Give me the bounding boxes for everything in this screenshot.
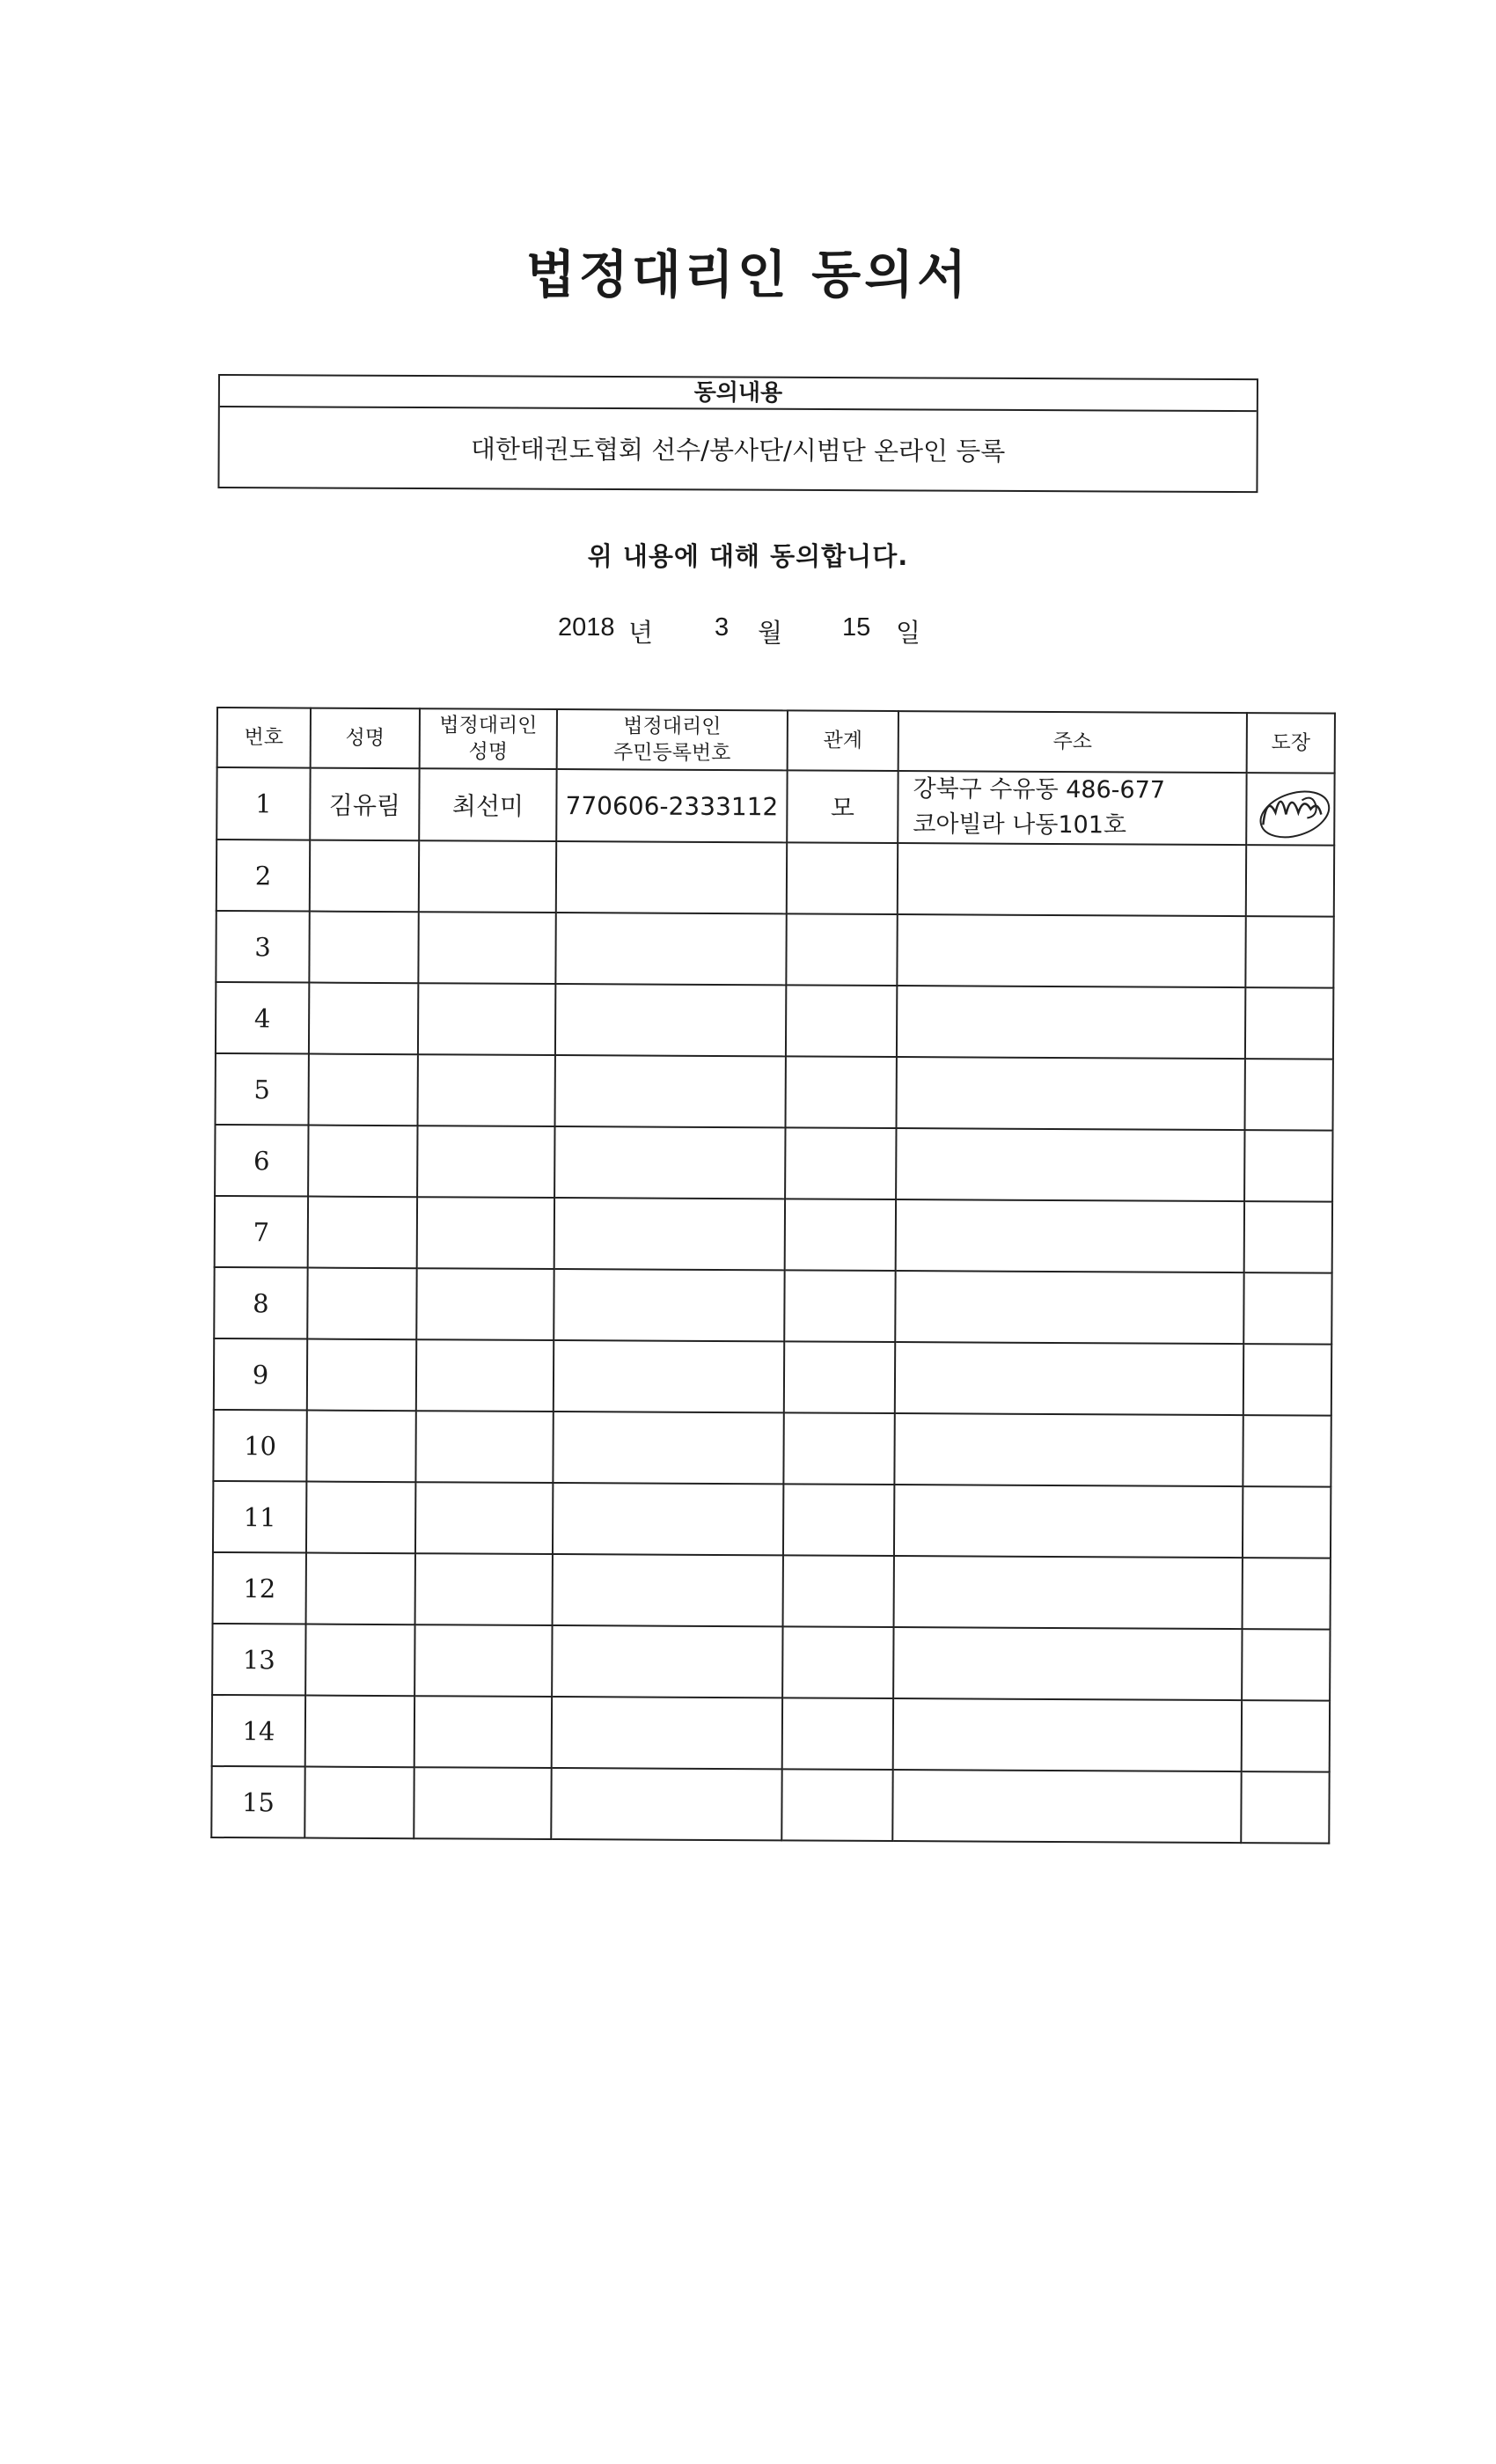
row-number: 5 — [216, 1053, 309, 1126]
consent-content-heading: 동의내용 — [220, 376, 1257, 412]
seal-cell — [1244, 1059, 1332, 1131]
guardian-name — [414, 1767, 551, 1839]
header-guardian-name — [420, 708, 557, 769]
guardian-name — [414, 1624, 552, 1697]
guardian-rrn — [556, 841, 787, 913]
row-number: 12 — [213, 1552, 306, 1624]
table-row — [216, 767, 1334, 846]
consent-date — [0, 613, 1496, 649]
guardian-rrn — [554, 1269, 784, 1341]
table-row — [212, 1695, 1330, 1772]
header-guardian-rrn-line2: 주민등록번호 — [613, 741, 731, 766]
address — [898, 771, 1246, 845]
table-row — [215, 1125, 1332, 1202]
guardian-name — [415, 1482, 553, 1554]
table-row — [213, 1552, 1331, 1630]
guardian-name — [415, 1553, 553, 1625]
row-number: 13 — [212, 1624, 305, 1696]
address — [895, 1271, 1243, 1344]
row-number: 8 — [214, 1267, 307, 1339]
guardian-rrn — [553, 1412, 783, 1484]
header-relation: 관계 — [788, 710, 898, 771]
guardian-name — [414, 1696, 552, 1768]
participant-name — [307, 1268, 416, 1340]
guardian-name — [416, 1268, 554, 1340]
participant-name — [304, 1767, 414, 1839]
guardian-rrn — [551, 1768, 781, 1840]
guardian-rrn — [555, 1055, 786, 1127]
date-year-unit: 년 — [628, 620, 654, 648]
address — [896, 1199, 1244, 1272]
participant-name — [305, 1696, 414, 1768]
row-number: 4 — [216, 982, 309, 1054]
guardian-name — [418, 1054, 555, 1126]
address — [894, 1556, 1243, 1629]
header-guardian-rrn-line1: 법정대리인 — [623, 715, 722, 739]
row-number: 3 — [216, 911, 309, 983]
address — [898, 843, 1246, 916]
date-day-unit: 일 — [896, 620, 921, 648]
participant-name — [309, 1054, 418, 1126]
address — [897, 1057, 1245, 1130]
seal-cell — [1246, 773, 1334, 846]
guardian-consent-table — [210, 707, 1336, 1844]
table-row — [213, 1481, 1331, 1558]
table-row — [216, 982, 1333, 1060]
relation — [783, 1484, 894, 1556]
row-number: 6 — [215, 1125, 308, 1197]
address — [895, 1342, 1243, 1415]
relation: 모 — [787, 770, 898, 843]
seal-cell — [1242, 1629, 1330, 1701]
guardian-rrn — [554, 1340, 784, 1412]
relation — [782, 1698, 893, 1770]
consent-content-body: 대한태권도협회 선수/봉사단/시범단 온라인 등록 — [470, 434, 1006, 466]
guardian-rrn: 770606-2333112 — [556, 769, 787, 842]
row-number: 2 — [216, 840, 310, 912]
table-row — [216, 840, 1334, 917]
relation — [785, 1127, 896, 1199]
consent-content-box — [217, 374, 1258, 493]
relation — [784, 1270, 895, 1342]
guardian-rrn — [555, 913, 786, 985]
seal-cell — [1245, 987, 1333, 1060]
address — [892, 1770, 1241, 1843]
guardian-rrn — [553, 1554, 783, 1626]
header-guardian-rrn — [557, 709, 788, 770]
relation — [783, 1412, 894, 1485]
row-number: 15 — [211, 1766, 304, 1838]
participant-name — [309, 912, 418, 984]
seal-cell — [1242, 1700, 1330, 1772]
table-row — [215, 1196, 1332, 1273]
participant-name — [306, 1482, 415, 1554]
row-number: 11 — [213, 1481, 306, 1553]
row-number: 10 — [213, 1410, 306, 1482]
participant-name — [306, 1411, 415, 1483]
address — [894, 1413, 1243, 1486]
participant-name: 김유림 — [310, 768, 419, 841]
header-name: 성명 — [311, 708, 420, 769]
table-row — [213, 1410, 1331, 1487]
relation — [785, 1199, 896, 1271]
seal-cell — [1244, 1130, 1332, 1202]
guardian-name — [419, 840, 556, 913]
address — [894, 1485, 1243, 1558]
guardian-rrn — [552, 1697, 782, 1769]
seal-cell — [1243, 1272, 1331, 1345]
agreement-statement: 위 내용에 대해 동의합니다. — [587, 541, 909, 571]
header-guardian-name-line1: 법정대리인 — [439, 714, 538, 737]
table-row — [214, 1338, 1331, 1416]
table-header-row — [217, 708, 1335, 774]
row-number: 7 — [215, 1196, 308, 1268]
table-row — [216, 911, 1333, 988]
guardian-name — [418, 983, 555, 1055]
relation — [787, 842, 898, 914]
address-line2: 코아빌라 나동101호 — [913, 810, 1127, 840]
address — [893, 1627, 1242, 1700]
guardian-name — [417, 1126, 554, 1198]
table-row — [214, 1267, 1331, 1345]
table-row — [212, 1624, 1330, 1701]
date-month: 3 — [715, 613, 730, 642]
participant-name — [310, 840, 419, 913]
participant-name — [306, 1553, 415, 1625]
seal-cell — [1245, 916, 1333, 988]
header-address: 주소 — [898, 711, 1247, 773]
seal-cell — [1243, 1415, 1331, 1487]
guardian-rrn — [555, 984, 786, 1056]
date-month-unit: 월 — [758, 620, 783, 648]
date-year: 2018 — [558, 613, 615, 642]
guardian-name — [417, 1197, 554, 1269]
guardian-rrn — [553, 1483, 783, 1555]
address-line1: 강북구 수유동 486-677 — [913, 775, 1166, 804]
header-guardian-name-line2: 성명 — [468, 740, 509, 764]
row-number: 9 — [214, 1338, 307, 1411]
participant-name — [309, 983, 418, 1055]
signature-mark — [1246, 774, 1334, 845]
guardian-name — [415, 1411, 553, 1483]
guardian-name — [418, 912, 555, 984]
relation — [786, 913, 897, 986]
address — [893, 1698, 1242, 1771]
seal-cell — [1243, 1486, 1331, 1558]
row-number: 1 — [216, 767, 310, 840]
participant-name — [307, 1339, 416, 1412]
seal-cell — [1243, 1558, 1331, 1630]
header-seal: 도장 — [1247, 713, 1335, 774]
relation — [784, 1341, 895, 1413]
participant-name — [308, 1126, 417, 1198]
address — [897, 914, 1245, 987]
guardian-name: 최선미 — [419, 768, 556, 841]
guardian-rrn — [554, 1198, 785, 1270]
relation — [783, 1555, 894, 1627]
seal-cell — [1243, 1344, 1331, 1416]
guardian-name — [416, 1339, 554, 1412]
relation — [786, 1056, 897, 1128]
participant-name — [308, 1197, 417, 1269]
guardian-rrn — [554, 1126, 785, 1199]
header-no: 번호 — [217, 708, 311, 768]
seal-cell — [1241, 1771, 1329, 1844]
table-row — [216, 1053, 1333, 1131]
row-number: 14 — [212, 1695, 305, 1767]
relation — [782, 1626, 893, 1698]
address — [896, 1128, 1244, 1201]
page-title: 법정대리인 동의서 — [525, 245, 971, 304]
seal-cell — [1244, 1201, 1332, 1273]
table-row — [211, 1766, 1329, 1844]
participant-name — [305, 1624, 414, 1697]
relation — [786, 985, 897, 1057]
address — [897, 986, 1245, 1059]
seal-cell — [1246, 845, 1334, 917]
date-day: 15 — [842, 613, 871, 642]
relation — [781, 1769, 892, 1841]
guardian-rrn — [552, 1625, 782, 1698]
